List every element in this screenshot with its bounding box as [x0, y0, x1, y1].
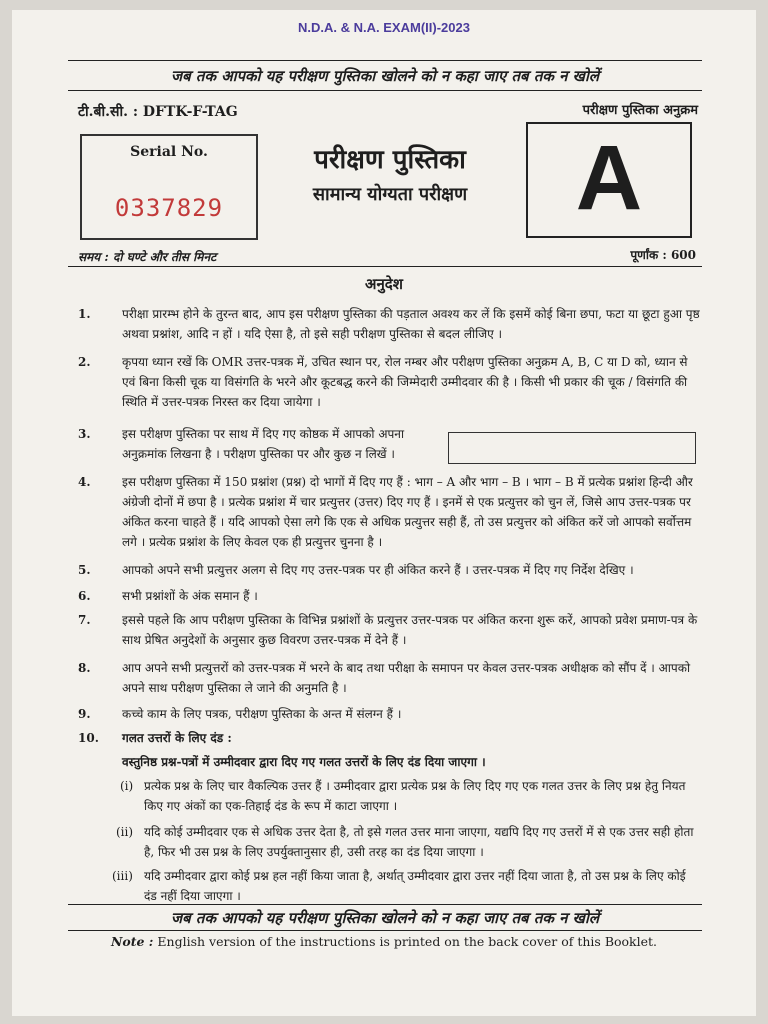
penalty-number: (i) — [120, 779, 134, 793]
series-letter-box — [526, 122, 692, 238]
instruction-text: आप अपने सभी प्रत्युत्तरों को उत्तर-पत्रक में भरने के बाद तथा परीक्षा के समापन पर केवल उत्तर-पत्रक अधीक्षक को सौंप दें । आपको अपने साथ परीक्षण पुस्तिका ले जाने की अनुमति है । — [122, 661, 691, 695]
instruction-item — [78, 472, 702, 552]
english-version-note — [12, 934, 756, 949]
instruction-number: 5. — [78, 563, 91, 577]
exam-title: N.D.A. & N.A. EXAM(II)-2023 — [298, 20, 470, 35]
penalty-point — [112, 866, 702, 906]
instruction-text: आपको अपने सभी प्रत्युत्तर अलग से दिए गए उत्तर-पत्रक पर ही अंकित करने हैं । उत्तर-पत्रक में दिए गए निर्देश देखिए । — [122, 563, 634, 577]
penalty-number: (ii) — [116, 825, 134, 839]
series-letter: A — [575, 127, 643, 229]
booklet-title: परीक्षण पुस्तिका — [314, 145, 466, 175]
instruction-text: गलत उत्तरों के लिए दंड : — [122, 731, 232, 745]
instruction-number: 2. — [78, 355, 91, 369]
instruction-text: इससे पहले कि आप परीक्षण पुस्तिका के विभिन्न प्रश्नांशों के प्रत्युत्तर उत्तर-पत्रक पर अंकित करना शुरू करें, आपको प्रवेश प्रमाण-पत्र के साथ प्रेषित अनुदेशों के अनुसार कुछ विवरण उत्तर-पत्रक में देने हैं । — [122, 613, 698, 647]
sequence-label: परीक्षण पुस्तिका अनुक्रम — [582, 103, 698, 118]
instruction-item — [78, 586, 702, 606]
instruction-text: परीक्षा प्रारम्भ होने के तुरन्त बाद, आप इस परीक्षण पुस्तिका की पड़ताल अवश्य कर लें कि इसमें कोई बिना छपा, फटा या छूटा हुआ पृष्ठ अथवा प्रश्नांश, आदि न हों । यदि ऐसा है, तो इसे सही परीक्षण पुस्तिका से बदल लीजिए । — [122, 307, 700, 341]
instruction-number: 9. — [78, 707, 91, 721]
instruction-number: 1. — [78, 307, 91, 321]
instruction-number: 10. — [78, 731, 99, 745]
penalty-point — [116, 822, 702, 862]
instruction-item — [78, 610, 702, 650]
note-text: English version of the instructions is printed on the back cover of this Booklet. — [157, 934, 658, 949]
penalty-text: यदि कोई उम्मीदवार एक से अधिक उत्तर देता है, तो इसे गलत उत्तर माना जाएगा, यद्यपि दिए गए उत्तरों में से एक उत्तर सही होता है, फिर भी उस प्रश्न के लिए उपर्युक्तानुसार ही, उसी तरह का दंड दिया जाएगा । — [144, 825, 694, 859]
header-rule — [68, 266, 702, 267]
roll-number-box[interactable] — [448, 432, 696, 464]
instruction-item — [78, 304, 702, 344]
bottom-banner: जब तक आपको यह परीक्षण पुस्तिका खोलने को न कहा जाए तब तक न खोलें — [170, 909, 600, 927]
instructions-heading: अनुदेश — [365, 275, 403, 293]
penalty-intro: वस्तुनिष्ठ प्रश्न-पत्रों में उम्मीदवार द्वारा दिए गए गलत उत्तरों के लिए दंड दिया जाएगा । — [122, 755, 486, 769]
instruction-number: 4. — [78, 475, 91, 489]
instruction-text: सभी प्रश्नांशों के अंक समान हैं । — [122, 589, 258, 603]
max-marks: पूर्णांक : 600 — [630, 248, 696, 262]
booklet-code: टी.बी.सी. : DFTK-F-TAG — [78, 104, 238, 120]
bottom-rule-lower — [68, 930, 702, 931]
bottom-rule — [68, 904, 702, 905]
note-label: Note : — [110, 934, 154, 949]
instruction-number: 6. — [78, 589, 91, 603]
instruction-text: कच्चे काम के लिए पत्रक, परीक्षण पुस्तिका के अन्त में संलग्न हैं । — [122, 707, 402, 721]
instruction-item — [78, 658, 702, 698]
top-rule — [68, 60, 702, 61]
serial-label: Serial No. — [130, 144, 208, 160]
instruction-number: 7. — [78, 613, 91, 627]
booklet-cover — [12, 10, 756, 1016]
instruction-number: 3. — [78, 427, 91, 441]
penalty-text: यदि उम्मीदवार द्वारा कोई प्रश्न हल नहीं किया जाता है, अर्थात् उम्मीदवार द्वारा उत्तर नहीं दिया जाता है, तो उस प्रश्न के लिए कोई दंड नहीं दिया जाएगा । — [144, 869, 686, 903]
top-banner: जब तक आपको यह परीक्षण पुस्तिका खोलने को न कहा जाए तब तक न खोलें — [170, 67, 600, 85]
instruction-item — [78, 728, 702, 748]
instruction-text: इस परीक्षण पुस्तिका में 150 प्रश्नांश (प्रश्न) दो भागों में दिए गए हैं : भाग – A और भाग – B । भाग – B में प्रत्येक प्रश्नांश हिन्दी और अंग्रेजी दोनों में छपा है । प्रत्येक प्रश्नांश में चार प्रत्युत्तर (उत्तर) दिए गए हैं । इनमें से एक प्रत्युत्तर को चुन लें, जिसे आप उत्तर-पत्रक पर अंकित करना चाहते हैं । यदि आपको ऐसा लगे कि एक से अधिक प्रत्युत्तर सही हैं, तो उस प्रत्युत्तर को अंकित करें जो आपको सर्वोत्तम लगे । प्रत्येक प्रश्नांश के लिए केवल एक ही प्रत्युत्तर चुनना है । — [122, 475, 693, 549]
instruction-item — [78, 704, 702, 724]
top-rule-bottom — [68, 90, 702, 91]
penalty-text: प्रत्येक प्रश्न के लिए चार वैकल्पिक उत्तर हैं । उम्मीदवार द्वारा प्रत्येक प्रश्न के लिए दिए गए एक गलत उत्तर के लिए प्रश्न हेतु नियत किए गए अंकों का एक-तिहाई दंड के रूप में काटा जाएगा । — [144, 779, 686, 813]
instruction-item — [78, 352, 702, 412]
instruction-text: कृपया ध्यान रखें कि OMR उत्तर-पत्रक में, उचित स्थान पर, रोल नम्बर और परीक्षण पुस्तिका अनुक्रम A, B, C या D को, ध्यान से एवं बिना किसी चूक या विसंगति के भरने और कूटबद्ध करने की जिम्मेदारी उम्मीदवार की है । किसी भी प्रकार की चूक / विसंगति की स्थिति में उत्तर-पत्रक निरस्त कर दिया जायेगा । — [122, 355, 688, 409]
booklet-subtitle: सामान्य योग्यता परीक्षण — [312, 184, 468, 205]
instruction-item — [78, 560, 702, 580]
time-allowed: समय : दो घण्टे और तीस मिनट — [78, 250, 217, 264]
serial-box — [80, 134, 258, 240]
instruction-text: इस परीक्षण पुस्तिका पर साथ में दिए गए कोष्ठक में आपको अपना अनुक्रमांक लिखना है । परीक्षण पुस्तिका पर और कुछ न लिखें । — [122, 427, 405, 461]
instruction-number: 8. — [78, 661, 91, 675]
penalty-point — [120, 776, 702, 816]
serial-number: 0337829 — [114, 194, 224, 222]
penalty-number: (iii) — [112, 869, 133, 883]
instruction-item — [78, 424, 438, 464]
